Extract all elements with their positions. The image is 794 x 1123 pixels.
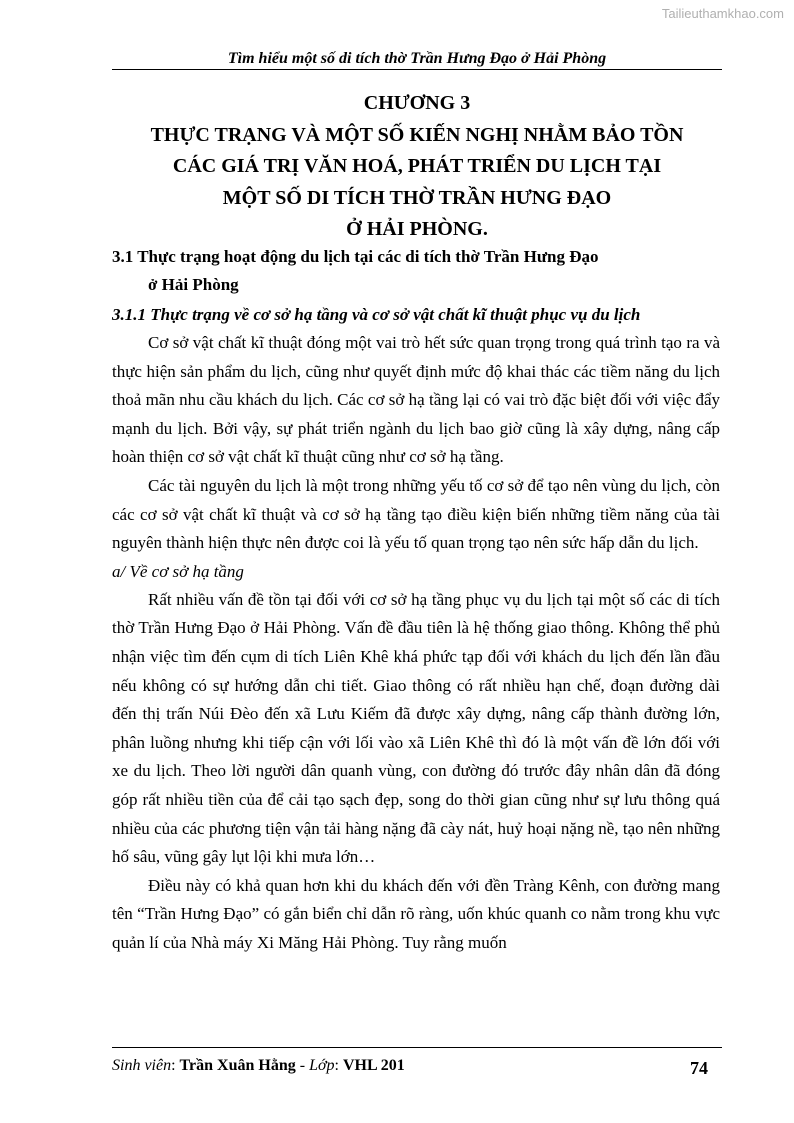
student-label: Sinh viên <box>112 1057 172 1074</box>
paragraph: Cơ sở vật chất kĩ thuật đóng một vai trò hết sức quan trọng trong quá trình tạo ra và thực hiện sản phẩm du lịch, cũng như quyết định mức độ khai thác các tiềm năng du lịch thoả mãn nhu cầu khách du lịch. Các cơ sở hạ tầng lại có vai trò đặc biệt đối với việc đẩy mạnh du lịch. Bởi vậy, sự phát triển ngành du lịch bao giờ cũng là xây dựng, nâng cấp hoàn thiện cơ sở vật chất kĩ thuật cũng như cơ sở hạ tầng. <box>112 333 720 467</box>
chapter-heading <box>112 88 722 246</box>
page-body <box>112 243 720 957</box>
running-header: Tìm hiểu một số di tích thờ Trần Hưng Đạo ở Hải Phòng <box>227 50 607 67</box>
paragraph: Điều này có khả quan hơn khi du khách đến với đền Tràng Kênh, con đường mang tên “Trần Hưng Đạo” có gắn biển chỉ dẫn rõ ràng, uốn khúc quanh co nằm trong khu vực quản lí của Nhà máy Xi Măng Hải Phòng. Tuy rằng muốn <box>112 875 720 952</box>
section-heading-line: 3.1 Thực trạng hoạt động du lịch tại các di tích thờ Trần Hưng Đạo <box>112 247 599 266</box>
paragraph: Rất nhiều vấn đề tồn tại đối với cơ sở hạ tầng phục vụ du lịch tại một số các di tích thờ Trần Hưng Đạo ở Hải Phòng. Vấn đề đầu tiên là hệ thống giao thông. Không thể phủ nhận việc tìm đến cụm di tích Liên Khê khá phức tạp đối với khách du lịch đến lần đầu nếu không có sự hướng dẫn chi tiết. Giao thông có rất nhiều hạn chế, đoạn đường dài đến thị trấn Núi Đèo đến xã Lưu Kiếm đã được xây dựng, nâng cấp thành đường lớn, phân luồng nhưng khi tiếp cận với lối vào xã Liên Khê thì đó là một vấn đề lớn đối với xe du lịch. Theo lời người dân quanh vùng, con đường đó trước đây nhân dân đã đóng góp rất nhiều tiền của để cải tạo sạch đẹp, song do thời gian cũng như sự lưu thông quá nhiều của các phương tiện vận tải hàng nặng đã cày nát, huỷ hoại nặng nề, tạo nên những hố sâu, vũng gây lụt lội khi mưa lớn… <box>112 589 720 867</box>
chapter-title-line: CÁC GIÁ TRỊ VĂN HOÁ, PHÁT TRIỂN DU LỊCH TẠI <box>172 155 662 177</box>
chapter-title-line: Ở HẢI PHÒNG. <box>346 218 488 240</box>
section-heading-line: ở Hải Phòng <box>148 275 239 294</box>
chapter-number: CHƯƠNG 3 <box>363 92 471 114</box>
student-name: Trần Xuân Hằng <box>179 1057 296 1074</box>
page-number: 74 <box>690 1058 708 1078</box>
class-value: VHL 201 <box>342 1057 405 1074</box>
paragraph: Các tài nguyên du lịch là một trong những yếu tố cơ sở để tạo nên vùng du lịch, còn các cơ sở vật chất kĩ thuật và cơ sở hạ tầng tạo điều kiện biến những tiềm năng của tài nguyên thành hiện thực nên được coi là yếu tố quan trọng tạo nên sức hấp dẫn du lịch. <box>112 475 720 553</box>
header-divider <box>112 69 722 70</box>
chapter-title-line: THỰC TRẠNG VÀ MỘT SỐ KIẾN NGHỊ NHẰM BẢO TỒN <box>150 123 684 146</box>
footer-credit: Sinh viên: Trần Xuân Hằng - Lớp: VHL 201 <box>112 1057 405 1074</box>
watermark: Tailieuthamkhao.com <box>661 6 784 21</box>
chapter-title-line: MỘT SỐ DI TÍCH THỜ TRẦN HƯNG ĐẠO <box>222 186 612 209</box>
footer-divider <box>112 1047 722 1048</box>
class-label: Lớp <box>309 1057 335 1074</box>
subheading-a: a/ Về cơ sở hạ tầng <box>112 561 244 581</box>
subsection-heading: 3.1.1 Thực trạng về cơ sở hạ tầng và cơ sở vật chất kĩ thuật phục vụ du lịch <box>112 305 641 324</box>
section-heading <box>112 243 720 299</box>
